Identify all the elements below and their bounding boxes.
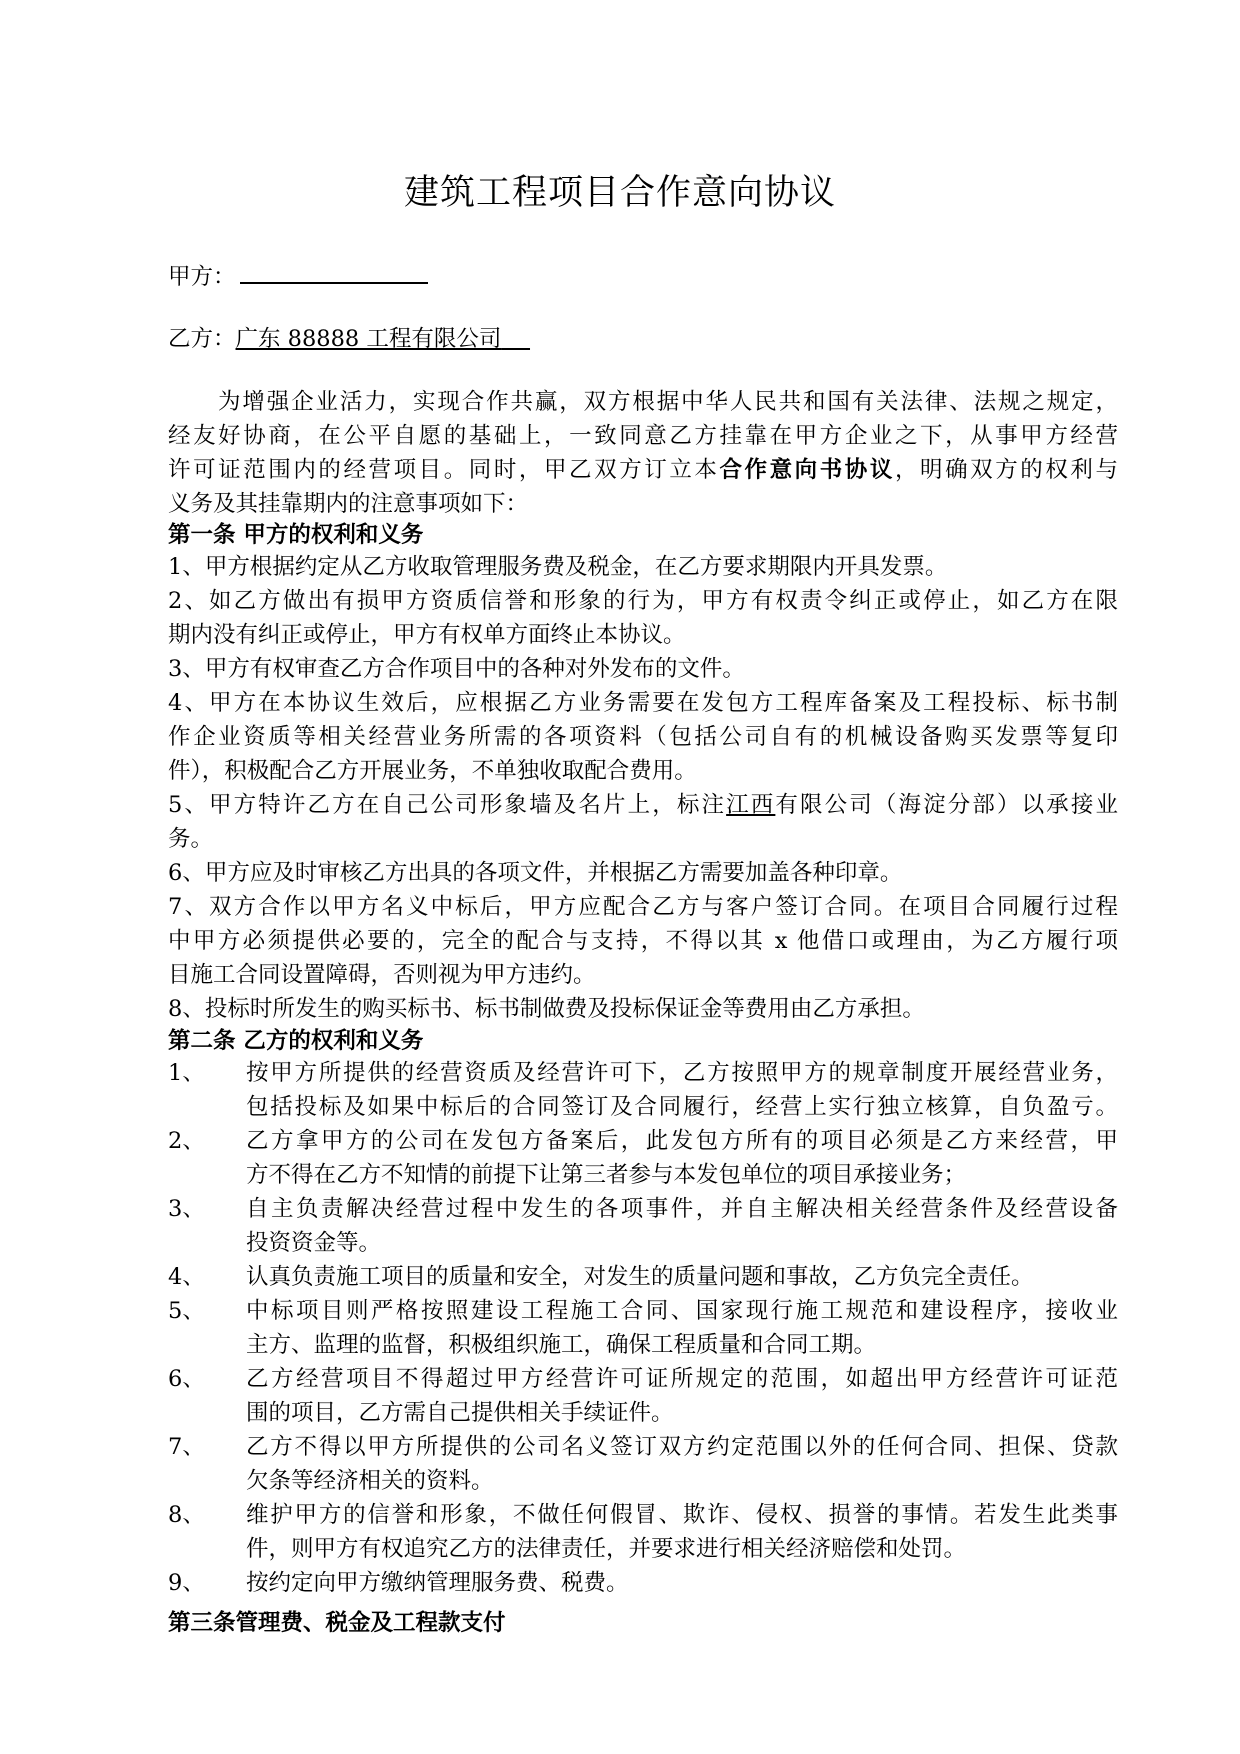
- intro-line-3: [168, 453, 1118, 487]
- article-2-item-6-line-b: 围的项目，乙方需自己提供相关手续证件。: [246, 1400, 674, 1426]
- article-1-clause-5a: [168, 788, 1118, 822]
- article-1-clause-1: 1、甲方根据约定从乙方收取管理服务费及税金，在乙方要求期限内开具发票。: [168, 554, 948, 580]
- article-1-clause-4b: 作企业资质等相关经营业务所需的各项资料（包括公司自有的机械设备购买发票等复印: [168, 724, 1118, 750]
- article-1-clause-2a: 2、如乙方做出有损甲方资质信誉和形象的行为，甲方有权责令纠正或停止，如乙方在限: [168, 588, 1118, 614]
- article-1-clause-6: 6、甲方应及时审核乙方出具的各项文件，并根据乙方需要加盖各种印章。: [168, 860, 903, 886]
- article-2-item-7-line-b: 欠条等经济相关的资料。: [246, 1468, 494, 1494]
- clause-5-pre: 5、甲方特许乙方在自己公司形象墙及名片上，标注: [168, 792, 727, 818]
- article-2-item-7-number: 7、: [168, 1434, 205, 1460]
- article-2-item-2-line-b: 方不得在乙方不知情的前提下让第三者参与本发包单位的项目承接业务；: [246, 1162, 967, 1188]
- party-b-trailing-underline: [501, 326, 530, 352]
- article-1-clause-7c: 目施工合同设置障碍，否则视为甲方违约。: [168, 962, 596, 988]
- article-2-item-2-number: 2、: [168, 1128, 205, 1154]
- article-2-item-4-number: 4、: [168, 1264, 205, 1290]
- article-2-item-9-number: 9、: [168, 1570, 205, 1596]
- article-1-heading: 第一条 甲方的权利和义务: [168, 522, 424, 548]
- intro-line-3-pre: 许可证范围内的经营项目。同时，甲乙双方订立本: [168, 457, 720, 483]
- article-2-item-5-line-b: 主方、监理的监督，积极组织施工，确保工程质量和合同工期。: [246, 1332, 877, 1358]
- article-1-clause-8: 8、投标时所发生的购买标书、标书制做费及投标保证金等费用由乙方承担。: [168, 996, 925, 1022]
- intro-line-2: 经友好协商，在公平自愿的基础上，一致同意乙方挂靠在甲方企业之下，从事甲方经营: [168, 423, 1118, 449]
- article-2-item-1-line-b: 包括投标及如果中标后的合同签订及合同履行，经营上实行独立核算，自负盈亏。: [246, 1094, 1118, 1120]
- article-2-item-8-line-a: 维护甲方的信誉和形象，不做任何假冒、欺诈、侵权、损誉的事情。若发生此类事: [246, 1502, 1118, 1528]
- party-a-blank: [240, 258, 428, 284]
- article-1-clause-2b: 期内没有纠正或停止，甲方有权单方面终止本协议。: [168, 622, 686, 648]
- article-1-clause-7a: 7、双方合作以甲方名义中标后，甲方应配合乙方与客户签订合同。在项目合同履行过程: [168, 894, 1118, 920]
- party-a-line: [168, 258, 428, 294]
- agreement-name-bold: 合作意向书协议: [719, 457, 895, 483]
- party-b-value: 广东 88888 工程有限公司: [235, 326, 502, 352]
- article-1-clause-7b: 中甲方必须提供必要的，完全的配合与支持，不得以其 x 他借口或理由，为乙方履行项: [168, 928, 1118, 954]
- party-a-label: 甲方：: [168, 264, 236, 290]
- article-2-item-3-line-b: 投资资金等。: [246, 1230, 382, 1256]
- article-1-clause-4c: 件），积极配合乙方开展业务，不单独收取配合费用。: [168, 758, 697, 784]
- article-2-item-8-line-b: 件，则甲方有权追究乙方的法律责任，并要求进行相关经济赔偿和处罚。: [246, 1536, 967, 1562]
- article-2-item-3-number: 3、: [168, 1196, 205, 1222]
- clause-5-underlined: 江西: [726, 792, 776, 818]
- clause-5-post: 有限公司（海淀分部）以承接业: [775, 792, 1118, 818]
- article-2-item-6-number: 6、: [168, 1366, 205, 1392]
- article-2-item-5-line-a: 中标项目则严格按照建设工程施工合同、国家现行施工规范和建设程序，接收业: [246, 1298, 1118, 1324]
- intro-line-4: 义务及其挂靠期内的注意事项如下：: [168, 491, 529, 517]
- article-2-item-3-line-a: 自主负责解决经营过程中发生的各项事件，并自主解决相关经营条件及经营设备: [246, 1196, 1118, 1222]
- intro-line-3-post: ，明确双方的权利与: [894, 457, 1118, 483]
- article-2-item-2-line-a: 乙方拿甲方的公司在发包方备案后，此发包方所有的项目必须是乙方来经营，甲: [246, 1128, 1118, 1154]
- party-b-label: 乙方：: [168, 326, 236, 352]
- article-1-clause-3: 3、甲方有权审查乙方合作项目中的各种对外发布的文件。: [168, 656, 745, 682]
- party-b-line: [168, 322, 530, 356]
- article-2-heading: 第二条 乙方的权利和义务: [168, 1028, 424, 1054]
- article-2-item-1-line-a: 按甲方所提供的经营资质及经营许可下，乙方按照甲方的规章制度开展经营业务，: [246, 1060, 1118, 1086]
- article-1-clause-4a: 4、甲方在本协议生效后，应根据乙方业务需要在发包方工程库备案及工程投标、标书制: [168, 690, 1118, 716]
- article-2-item-9-line-a: 按约定向甲方缴纳管理服务费、税费。: [246, 1570, 629, 1596]
- article-2-item-7-line-a: 乙方不得以甲方所提供的公司名义签订双方约定范围以外的任何合同、担保、贷款: [246, 1434, 1118, 1460]
- article-2-item-1-number: 1、: [168, 1060, 205, 1086]
- intro-line-1: 为增强企业活力，实现合作共赢，双方根据中华人民共和国有关法律、法规之规定，: [218, 389, 1118, 415]
- article-2-item-8-number: 8、: [168, 1502, 205, 1528]
- article-2-item-5-number: 5、: [168, 1298, 205, 1324]
- article-2-item-6-line-a: 乙方经营项目不得超过甲方经营许可证所规定的范围，如超出甲方经营许可证范: [246, 1366, 1118, 1392]
- article-1-clause-5b: 务。: [168, 826, 214, 852]
- article-3-heading: 第三条管理费、税金及工程款支付: [168, 1610, 506, 1636]
- article-2-item-4-line-a: 认真负责施工项目的质量和安全，对发生的质量问题和事故，乙方负完全责任。: [246, 1264, 1034, 1290]
- document-title: 建筑工程项目合作意向协议: [403, 173, 836, 213]
